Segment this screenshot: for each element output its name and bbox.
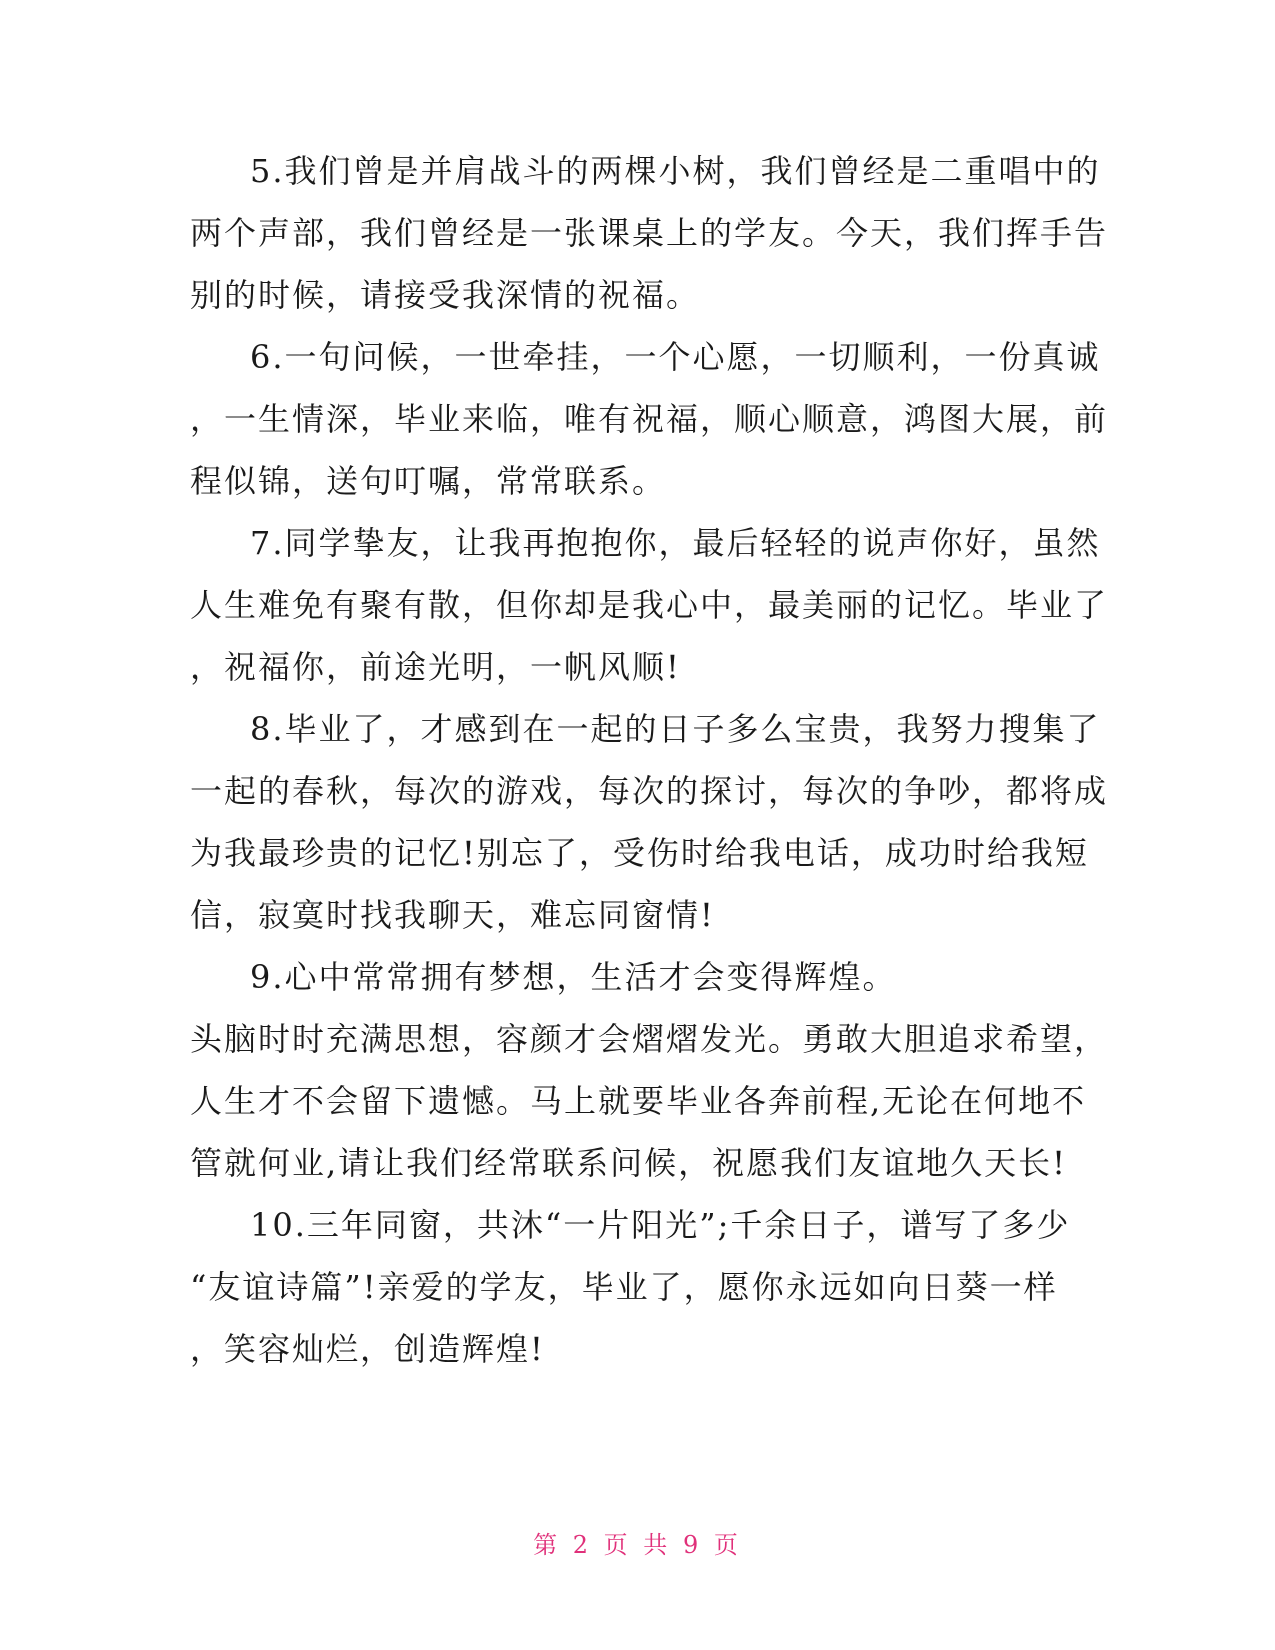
- text-line: 10.三年同窗，共沐“一片阳光”;千余日子，谱写了多少: [250, 1206, 1071, 1244]
- text-line: 一起的春秋，每次的游戏，每次的探讨，每次的争吵，都将成: [190, 772, 1109, 810]
- document-body: [190, 140, 1109, 1380]
- text-line: 人生难免有聚有散，但你却是我心中，最美丽的记忆。毕业了: [190, 586, 1109, 624]
- text-line: 7.同学挚友，让我再抱抱你，最后轻轻的说声你好，虽然: [250, 524, 1101, 562]
- text-line: 管就何业,请让我们经常联系问候，祝愿我们友谊地久天长!: [190, 1144, 1068, 1182]
- text-line: 人生才不会留下遗憾。马上就要毕业各奔前程,无论在何地不: [190, 1082, 1087, 1120]
- text-line: 8.毕业了，才感到在一起的日子多么宝贵，我努力搜集了: [250, 710, 1101, 748]
- page-number-footer: 第 2 页 共 9 页: [533, 1531, 742, 1559]
- text-line: 别的时候，请接受我深情的祝福。: [190, 276, 701, 314]
- text-line: “友谊诗篇”!亲爱的学友，毕业了，愿你永远如向日葵一样: [190, 1268, 1058, 1306]
- text-line: 5.我们曾是并肩战斗的两棵小树，我们曾经是二重唱中的: [250, 152, 1101, 190]
- text-line: 为我最珍贵的记忆!别忘了，受伤时给我电话，成功时给我短: [190, 834, 1089, 872]
- text-line: 9.心中常常拥有梦想，生活才会变得辉煌。: [250, 958, 897, 996]
- text-line: 6.一句问候，一世牵挂，一个心愿，一切顺利，一份真诚: [250, 338, 1101, 376]
- text-line: 两个声部，我们曾经是一张课桌上的学友。今天，我们挥手告: [190, 214, 1109, 252]
- text-line: ，一生情深，毕业来临，唯有祝福，顺心顺意，鸿图大展，前: [190, 400, 1109, 438]
- text-line: 程似锦，送句叮嘱，常常联系。: [190, 462, 667, 500]
- text-line: ，祝福你，前途光明，一帆风顺!: [190, 648, 681, 686]
- text-line: ，笑容灿烂，创造辉煌!: [190, 1330, 545, 1368]
- text-line: 头脑时时充满思想，容颜才会熠熠发光。勇敢大胆追求希望，: [190, 1020, 1109, 1058]
- text-line: 信，寂寞时找我聊天，难忘同窗情!: [190, 896, 715, 934]
